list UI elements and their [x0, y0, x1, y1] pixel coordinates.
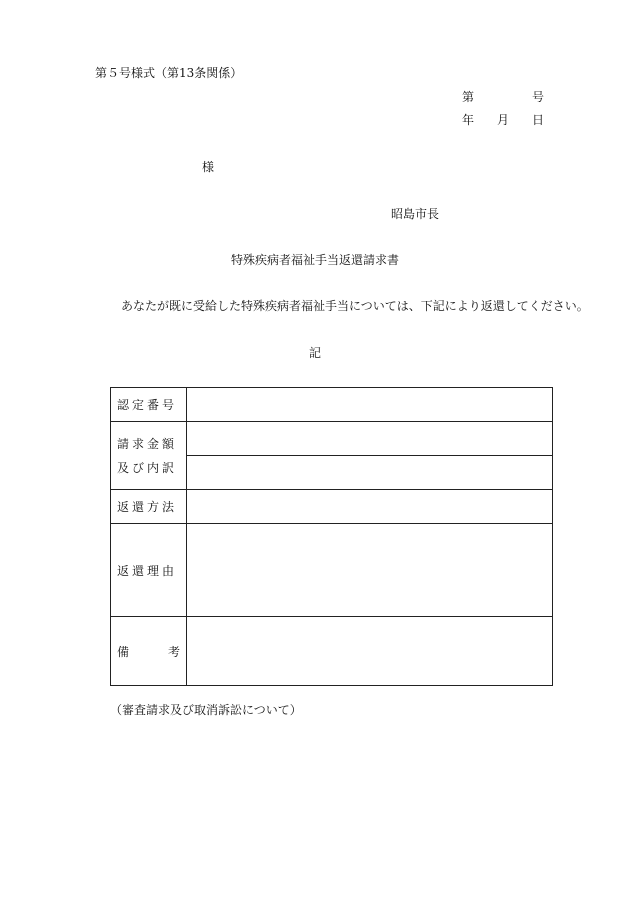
form-number: 第５号様式（第13条関係）	[95, 66, 243, 80]
remarks-field[interactable]	[187, 617, 553, 686]
appeal-note: （審査請求及び取消訴訟について）	[110, 703, 302, 717]
table-row	[111, 490, 553, 524]
table-row	[111, 617, 553, 686]
date-day-label: 日	[532, 113, 545, 127]
body-text: あなたが既に受給した特殊疾病者福祉手当については、下記により返還してください。	[121, 299, 589, 313]
amount-label-line1: 請求金額	[117, 436, 178, 451]
document-number-suffix: 号	[532, 90, 545, 104]
method-label: 返還方法	[111, 490, 187, 524]
table-row	[111, 422, 553, 456]
method-field[interactable]	[187, 490, 553, 524]
remarks-label-char2: 考	[167, 644, 180, 659]
ki-heading: 記	[308, 346, 321, 360]
sender-name: 昭島市長	[391, 207, 440, 221]
addressee-honorific: 様	[202, 160, 215, 174]
table-row	[111, 524, 553, 617]
amount-label-line2: 及び内訳	[117, 460, 178, 475]
cert-number-label: 認定番号	[111, 388, 187, 422]
date-month-label: 月	[497, 113, 510, 127]
amount-breakdown-field[interactable]	[187, 456, 553, 490]
document-number-prefix: 第	[462, 90, 475, 104]
request-table	[110, 387, 553, 686]
remarks-label	[111, 617, 187, 686]
amount-label	[111, 422, 187, 490]
date-year-label: 年	[462, 113, 475, 127]
table-row	[111, 388, 553, 422]
cert-number-field[interactable]	[187, 388, 553, 422]
reason-field[interactable]	[187, 524, 553, 617]
reason-label: 返還理由	[111, 524, 187, 617]
document-title: 特殊疾病者福祉手当返還請求書	[230, 253, 399, 267]
amount-field[interactable]	[187, 422, 553, 456]
remarks-label-char1: 備	[117, 644, 130, 659]
